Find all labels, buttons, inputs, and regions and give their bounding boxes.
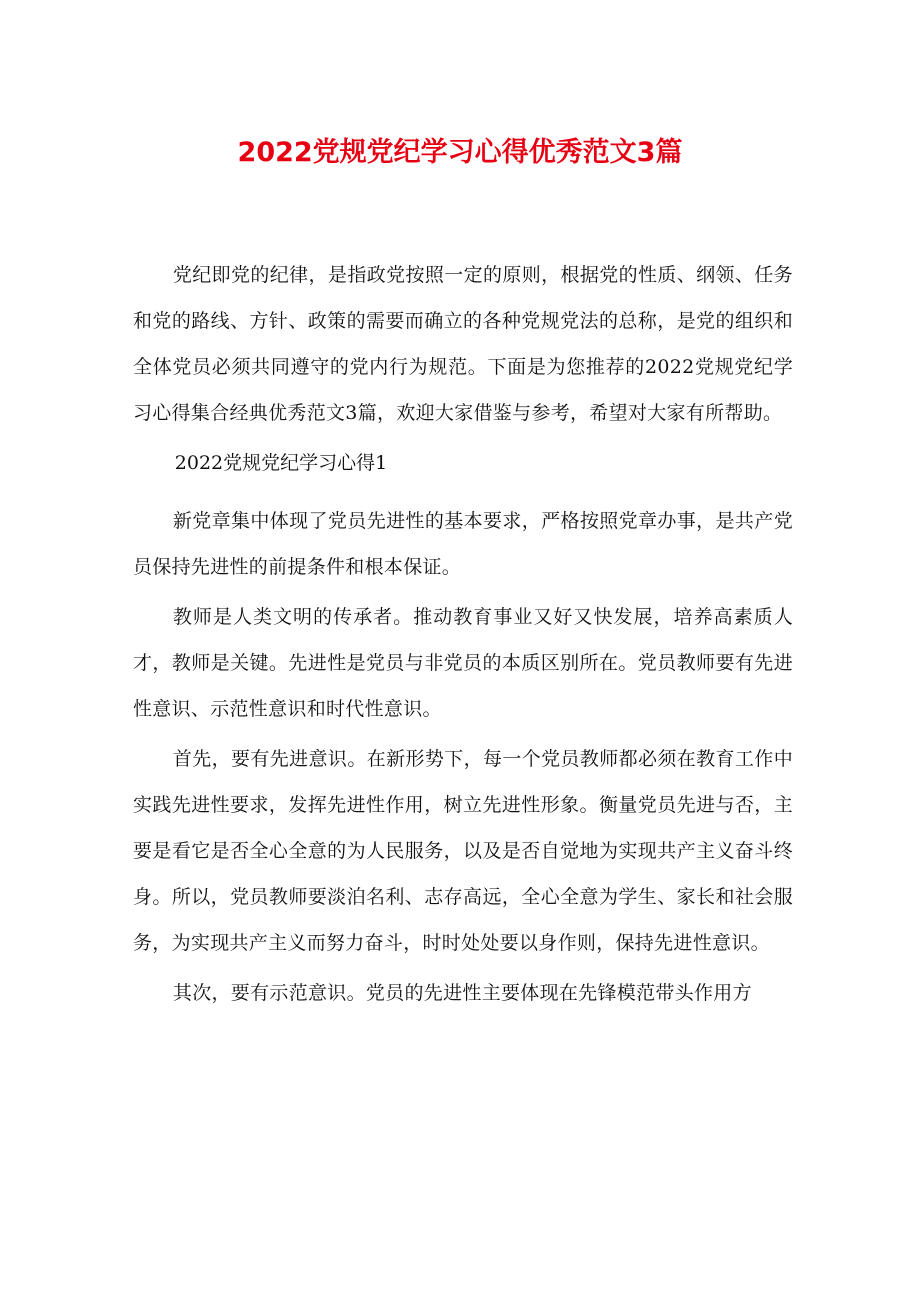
body-paragraph-2: 教师是人类文明的传承者。推动教育事业又好又快发展，培养高素质人才，教师是关键。先进性是党员与非党员的本质区别所在。党员教师要有先进性意识、示范性意识和时代性意识。 (133, 606, 793, 720)
document-body (133, 252, 793, 1016)
body-paragraph-4: 其次，要有示范意识。党员的先进性主要体现在先锋模范带头作用方 (172, 982, 752, 1004)
intro-paragraph: 党纪即党的纪律，是指政党按照一定的原则，根据党的性质、纲领、任务和党的路线、方针、政策的需要而确立的各种党规党法的总称，是党的组织和全体党员必须共同遵守的党内行为规范。下面是为您推荐的2022党规党纪学习心得集合经典优秀范文3篇，欢迎大家借鉴与参考，希望对大家有所帮助。 (133, 264, 793, 424)
section-heading: 2022党规党纪学习心得1 (174, 452, 388, 474)
body-paragraph-1: 新党章集中体现了党员先进性的基本要求，严格按照党章办事，是共产党员保持先进性的前提条件和根本保证。 (133, 510, 793, 578)
body-paragraph-3: 首先，要有先进意识。在新形势下，每一个党员教师都必须在教育工作中实践先进性要求，发挥先进性作用，树立先进性形象。衡量党员先进与否，主要是看它是否全心全意的为人民服务，以及是否自觉地为实现共产主义奋斗终身。所以，党员教师要淡泊名利、志存高远，全心全意为学生、家长和社会服务，为实现共产主义而努力奋斗，时时处处要以身作则，保持先进性意识。 (133, 748, 793, 954)
document-title: 2022党规党纪学习心得优秀范文3篇 (237, 137, 683, 168)
